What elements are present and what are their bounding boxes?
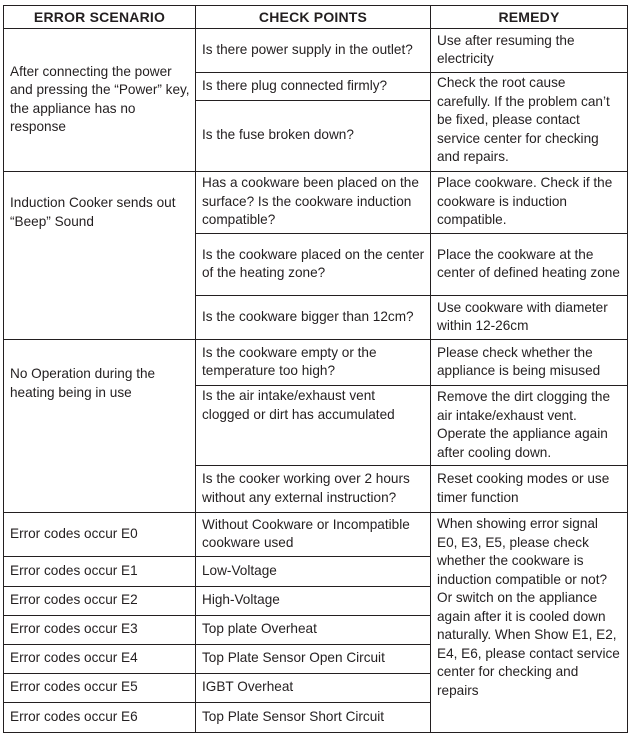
- remedy-cell: Use after resuming the electricity: [431, 29, 628, 73]
- check-cell: Is there plug connected firmly?: [196, 73, 431, 101]
- check-cell: Has a cookware been placed on the surface? Is the cookware induction compatible?: [196, 172, 431, 234]
- header-row: [4, 6, 628, 29]
- remedy-cell: Use cookware with diameter within 12-26cm: [431, 296, 628, 340]
- error-code-check: Low-Voltage: [196, 557, 431, 587]
- check-cell: Is the cookware placed on the center of the heating zone?: [196, 234, 431, 296]
- error-code-scenario: Error codes occur E5: [4, 674, 196, 703]
- error-code-scenario: Error codes occur E6: [4, 703, 196, 733]
- scenario-cell: Induction Cooker sends out “Beep” Sound: [4, 172, 196, 340]
- remedy-cell: Please check whether the appliance is being misused: [431, 340, 628, 386]
- error-code-check: Without Cookware or Incompatible cookware used: [196, 513, 431, 557]
- table-row: [4, 172, 628, 234]
- check-cell: Is there power supply in the outlet?: [196, 29, 431, 73]
- error-codes-remedy: When showing error signal E0, E3, E5, please check whether the cookware is induction compatible or not? Or switch on the appliance again after it is cooled down naturally. When Show E1, E2, E4, E6, please contact service center for checking and repairs: [431, 513, 628, 733]
- remedy-cell: Place cookware. Check if the cookware is induction compatible.: [431, 172, 628, 234]
- header-error-scenario: ERROR SCENARIO: [4, 6, 196, 29]
- check-cell: Is the air intake/exhaust vent clogged or dirt has accumulated: [196, 386, 431, 466]
- check-cell: Is the cookware empty or the temperature too high?: [196, 340, 431, 386]
- error-code-scenario: Error codes occur E3: [4, 616, 196, 645]
- table-row: [4, 340, 628, 386]
- check-cell: Is the fuse broken down?: [196, 101, 431, 172]
- error-code-check: Top Plate Sensor Open Circuit: [196, 645, 431, 674]
- error-code-scenario: Error codes occur E1: [4, 557, 196, 587]
- check-cell: Is the cookware bigger than 12cm?: [196, 296, 431, 340]
- remedy-cell: Place the cookware at the center of defined heating zone: [431, 234, 628, 296]
- error-code-scenario: Error codes occur E4: [4, 645, 196, 674]
- troubleshooting-table: [3, 5, 628, 733]
- check-cell: Is the cooker working over 2 hours without any external instruction?: [196, 466, 431, 513]
- table-row: [4, 29, 628, 73]
- remedy-cell: Remove the dirt clogging the air intake/exhaust vent. Operate the appliance again after cooling down.: [431, 386, 628, 466]
- error-code-check: High-Voltage: [196, 587, 431, 616]
- error-code-scenario: Error codes occur E2: [4, 587, 196, 616]
- scenario-cell: After connecting the power and pressing the “Power” key, the appliance has no response: [4, 29, 196, 172]
- scenario-cell: No Operation during the heating being in use: [4, 340, 196, 513]
- error-code-check: Top Plate Sensor Short Circuit: [196, 703, 431, 733]
- header-remedy: REMEDY: [431, 6, 628, 29]
- error-code-check: Top plate Overheat: [196, 616, 431, 645]
- header-check-points: CHECK POINTS: [196, 6, 431, 29]
- remedy-cell: Reset cooking modes or use timer function: [431, 466, 628, 513]
- remedy-cell: Check the root cause carefully. If the problem can’t be fixed, please contact service center for checking and repairs.: [431, 73, 628, 172]
- error-code-scenario: Error codes occur E0: [4, 513, 196, 557]
- table-row: [4, 513, 628, 557]
- error-code-check: IGBT Overheat: [196, 674, 431, 703]
